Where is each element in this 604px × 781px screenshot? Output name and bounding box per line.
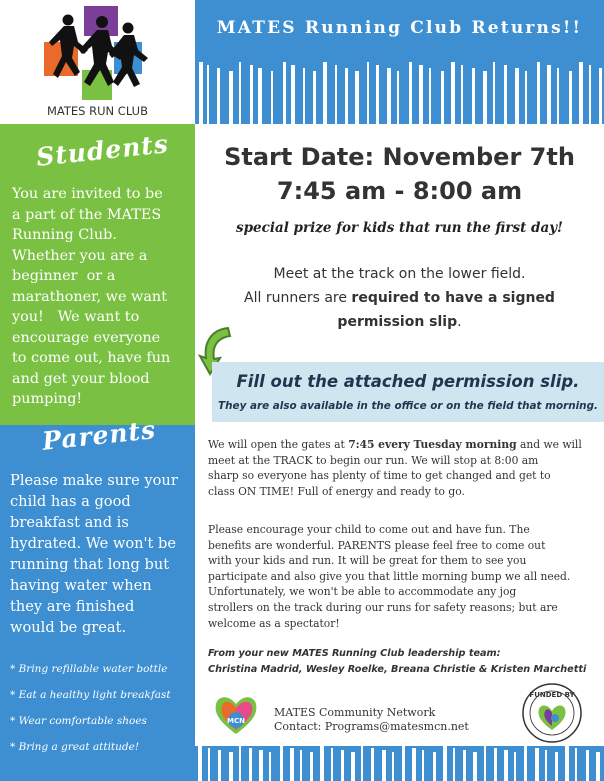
header-stripe — [515, 68, 519, 124]
students-panel — [0, 124, 195, 425]
footer-stripe — [473, 752, 477, 781]
footer-stripe — [433, 752, 436, 781]
header-stripe — [387, 68, 391, 124]
team-names: Christina Madrid, Wesley Roelke, Breana Christie & Kristen Marchetti — [208, 664, 587, 675]
header-stripe — [199, 62, 203, 124]
footer-stripe — [565, 746, 569, 781]
parents-line: running that long but — [10, 556, 170, 573]
para-line: meet at the TRACK to begin our run. We will stop at 8:00 am — [208, 453, 539, 467]
parents-line: hydrated. We won't be — [10, 535, 177, 552]
footer-stripe — [341, 750, 344, 781]
header-stripe — [525, 71, 527, 124]
header-stripe — [229, 71, 233, 124]
header-stripe — [419, 65, 423, 124]
footer-stripe — [596, 752, 600, 781]
parents-text — [10, 470, 193, 638]
header-stripe — [355, 71, 359, 124]
header-stripe — [409, 62, 412, 124]
mcn-logo-icon — [212, 692, 260, 738]
header-stripe — [345, 68, 348, 124]
footer-stripe — [290, 748, 294, 781]
students-line: Whether you are a — [12, 247, 148, 264]
footer-stripe — [218, 750, 221, 781]
funded-by-text: FUNDED BY — [529, 691, 575, 699]
footer-stripe — [371, 748, 374, 781]
para-text: We will open the gates at — [208, 438, 349, 451]
para-line: Please encourage your child to come out and have fun. The — [208, 523, 530, 536]
org-name: MATES Community Network — [274, 706, 436, 719]
funded-by-seal-icon — [521, 682, 583, 744]
header-stripe — [291, 65, 295, 124]
students-line: marathoner, we want — [12, 288, 167, 305]
footer-stripe — [402, 746, 405, 781]
start-date-block — [195, 140, 604, 208]
footer-stripe — [514, 752, 516, 781]
para-line: sharp so everyone has plenty of time to get changed and get to — [208, 469, 551, 483]
footer-stripe — [320, 746, 324, 781]
footer-stripe — [351, 752, 355, 781]
meet-line — [195, 310, 604, 334]
logo-area — [0, 0, 195, 124]
header-stripe — [483, 71, 487, 124]
start-date: Start Date: November 7th — [224, 143, 575, 171]
header-stripe — [313, 71, 316, 124]
students-line: to come out, have fun — [12, 350, 171, 366]
meet-emphasis: required to have a signed — [351, 290, 555, 306]
para-line: benefits are wonderful. PARENTS please feel free to come out — [208, 538, 546, 552]
footer-stripe — [331, 748, 333, 781]
tip-item: * Bring a great attitude! — [10, 741, 140, 753]
mcn-logo-text: MCN — [227, 717, 245, 725]
footer-stripe — [198, 746, 202, 781]
header-stripe — [239, 62, 241, 124]
students-line: pumping! — [12, 391, 83, 407]
prize-note: special prize for kids that run the first day! — [236, 220, 563, 236]
students-line: a part of the MATES — [12, 206, 162, 223]
paragraph-schedule — [208, 437, 594, 499]
footer-stripe — [280, 746, 283, 781]
header-stripe — [537, 62, 540, 124]
footer-stripe — [269, 752, 271, 781]
para-line: Unfortunately, we won't be able to accommodate any jog — [208, 585, 517, 599]
para-line: welcome as a spectator! — [208, 616, 340, 630]
parents-heading: Parents — [40, 415, 158, 456]
header-stripe — [504, 65, 507, 124]
meet-text: . — [457, 314, 462, 330]
paragraph-encourage — [208, 522, 594, 631]
parents-line: Please make sure your — [10, 472, 178, 489]
meet-line: Meet at the track on the lower field. — [273, 266, 526, 282]
parents-line: having water when — [10, 577, 152, 594]
footer-stripe — [259, 750, 263, 781]
permission-banner — [212, 362, 604, 422]
run-club-logo-icon — [44, 6, 150, 102]
para-line: class ON TIME! Full of energy and ready to go. — [208, 484, 465, 498]
footer-stripe — [586, 750, 589, 781]
header-stripe — [376, 65, 379, 124]
footer-stripe — [412, 748, 416, 781]
footer-stripe — [524, 746, 527, 781]
header-stripe — [589, 65, 591, 124]
students-line: you! We want to — [12, 309, 140, 325]
header-stripe — [303, 68, 305, 124]
parents-line: would be great. — [10, 619, 127, 636]
header-title: MATES Running Club Returns!! — [216, 18, 583, 38]
students-line: and get your blood — [12, 370, 150, 387]
parents-panel — [0, 415, 195, 781]
footer-stripe — [504, 750, 508, 781]
meet-text: All runners are — [244, 290, 352, 306]
students-line: You are invited to be — [12, 186, 163, 202]
meet-emphasis: permission slip — [337, 314, 458, 330]
header-stripe — [258, 68, 262, 124]
header-banner — [195, 0, 604, 124]
para-line: participate and also give you that little morning bump we all need. — [208, 569, 571, 583]
tip-item: * Bring refillable water bottle — [10, 663, 168, 675]
meet-line — [195, 286, 604, 310]
footer-stripe — [310, 752, 313, 781]
footer-stripe — [555, 752, 558, 781]
header-stripe — [451, 62, 455, 124]
header-stripe — [472, 68, 475, 124]
header-stripe — [335, 65, 337, 124]
header-stripe — [441, 71, 444, 124]
tip-item: * Wear comfortable shoes — [10, 715, 147, 727]
parents-line: child has a good — [10, 493, 131, 510]
header-stripe — [557, 68, 559, 124]
contact-block — [274, 706, 514, 734]
logo-label: MATES RUN CLUB — [47, 104, 148, 118]
header-stripe — [429, 68, 431, 124]
tip-item: * Eat a healthy light breakfast — [10, 689, 171, 701]
footer-stripe — [422, 750, 424, 781]
footer-stripe — [484, 746, 486, 781]
start-time: 7:45 am - 8:00 am — [276, 177, 523, 205]
team-intro: From your new MATES Running Club leadership team: — [208, 648, 501, 659]
header-stripe — [461, 65, 463, 124]
meet-info — [195, 262, 604, 334]
header-stripe — [547, 65, 551, 124]
footer-stripe — [249, 748, 252, 781]
header-stripe — [207, 65, 209, 124]
students-line: Running Club. — [12, 227, 117, 243]
para-line: strollers on the track during our runs for safety reasons; but are — [208, 600, 558, 614]
footer-stripe — [300, 750, 302, 781]
footer-stripe — [545, 750, 547, 781]
footer-stripe — [453, 748, 455, 781]
header-stripe — [283, 62, 286, 124]
permission-subtitle: They are also available in the office or on the field that morning. — [218, 400, 598, 412]
footer-stripe — [361, 746, 363, 781]
footer-stripe — [229, 752, 233, 781]
footer-stripes — [195, 746, 604, 781]
header-stripe — [323, 62, 327, 124]
para-text: and we will — [516, 438, 582, 451]
para-emphasis: 7:45 every Tuesday morning — [348, 438, 517, 451]
header-stripe — [493, 62, 495, 124]
header-stripe — [250, 65, 253, 124]
students-text — [12, 184, 192, 410]
footer-stripe — [575, 748, 577, 781]
footer-stripe — [443, 746, 447, 781]
header-stripe — [271, 71, 273, 124]
permission-title: Fill out the attached permission slip. — [236, 372, 580, 391]
footer-stripe — [494, 748, 497, 781]
footer-stripe — [535, 748, 539, 781]
footer-stripe — [392, 752, 394, 781]
footer-stripe — [463, 750, 466, 781]
students-heading: Students — [34, 129, 171, 172]
header-stripe — [579, 62, 583, 124]
header-stripe — [397, 71, 399, 124]
students-line: encourage everyone — [12, 329, 161, 346]
para-line: with your kids and run. It will be great for them to see you — [208, 554, 527, 568]
footer-stripe — [382, 750, 386, 781]
header-stripe — [569, 71, 572, 124]
header-stripe — [367, 62, 369, 124]
header-stripe — [217, 68, 220, 124]
footer-stripe — [208, 748, 210, 781]
parents-line: they are finished — [10, 598, 135, 615]
parents-line: breakfast and is — [10, 514, 129, 531]
para-line — [208, 437, 594, 453]
students-line: beginner or a — [12, 268, 116, 284]
footer-stripe — [239, 746, 241, 781]
header-stripe — [599, 68, 602, 124]
contact-email: Contact: Programs@matesmcn.net — [274, 720, 469, 733]
